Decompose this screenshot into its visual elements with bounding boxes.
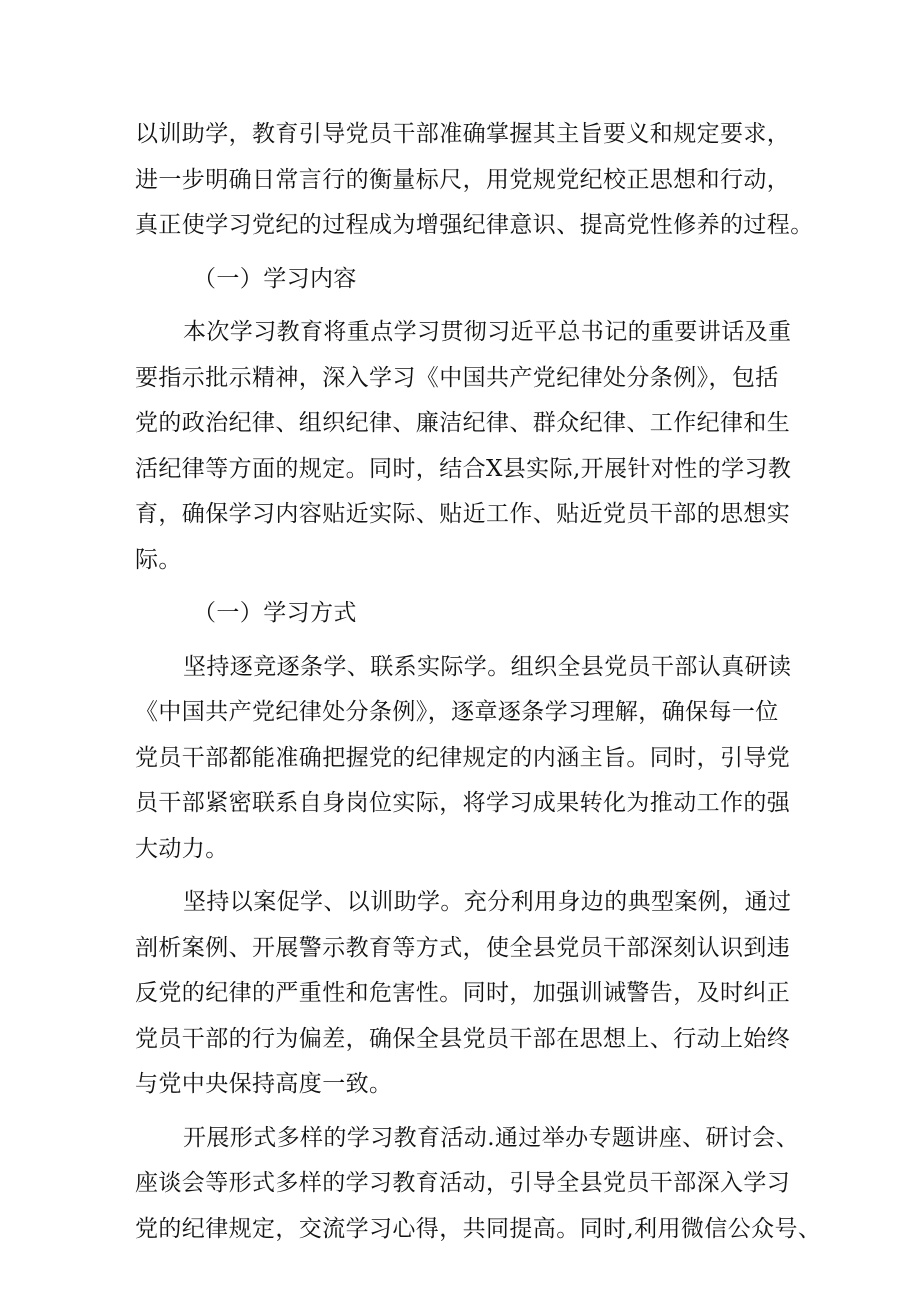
text-line: 党员干部都能准确把握党的纪律规定的内涵主旨。同时，引导党: [135, 744, 791, 771]
section-heading-method: （一）学习方式: [193, 600, 357, 626]
text-line: 《中国共产党纪律处分条例》，逐章逐条学习理解，确保每一位: [135, 699, 779, 725]
text-line: 党员干部的行为偏差，确保全县党员干部在思想上、行动上始终: [135, 1025, 791, 1052]
text-line: 员干部紧密联系自身岗位实际，将学习成果转化为推动工作的强: [135, 790, 791, 816]
intro-paragraph: [135, 112, 815, 249]
paragraph-method-1: [135, 645, 815, 873]
document-body: [135, 112, 822, 1252]
text-line: 党的纪律规定，交流学习心得，共同提高。同时,利用微信公众号、: [135, 1215, 822, 1242]
text-line: 与党中央保持高度一致。: [135, 1071, 393, 1097]
text-line: 党的政治纪律、组织纪律、廉洁纪律、群众纪律、工作纪律和生: [135, 410, 791, 436]
text-line: 活纪律等方面的规定。同时，结合X县实际,开展针对性的学习教: [135, 455, 792, 482]
text-line: 际。: [135, 546, 182, 573]
text-line: 真正使学习党纪的过程成为增强纪律意识、提高党性修养的过程。: [135, 212, 814, 238]
text-line: 坚持逐竞逐条学、联系实际学。组织全县党员干部认真研读: [183, 653, 792, 680]
text-line: 以训助学，教育引导党员干部准确掌握其主旨要义和规定要求，: [135, 121, 791, 147]
text-line: 剖析案例、开展警示教育等方式，使全县党员干部深刻认识到违: [135, 934, 791, 961]
text-line: 本次学习教育将重点学习贯彻习近平总书记的重要讲话及重: [183, 319, 792, 345]
paragraph-content: [135, 310, 815, 583]
text-line: 座谈会等形式多样的学习教育活动，引导全县党员干部深入学习: [135, 1170, 791, 1196]
text-line: 坚持以案促学、以训助学。充分利用身边的典型案例，通过: [183, 889, 792, 915]
text-line: 要指示批示精神，深入学习《中国共产党纪律处分条例》，包括: [135, 364, 779, 391]
text-line: 进一步明确日常言行的衡量标尺，用党规党纪校正思想和行动，: [135, 166, 791, 193]
section-heading-content: （一）学习内容: [193, 265, 357, 292]
text-line: 开展形式多样的学习教育活动.通过举办专题讲座、研讨会、: [183, 1124, 800, 1151]
paragraph-method-2: [135, 880, 815, 1108]
paragraph-method-3: [135, 1116, 822, 1253]
text-line: 大动力。: [135, 835, 229, 862]
text-line: 反党的纪律的严重性和危害性。同时，加强训诫警告，及时纠正: [135, 980, 791, 1006]
text-line: 育，确保学习内容贴近实际、贴近工作、贴近党员干部的思想实: [135, 501, 791, 527]
